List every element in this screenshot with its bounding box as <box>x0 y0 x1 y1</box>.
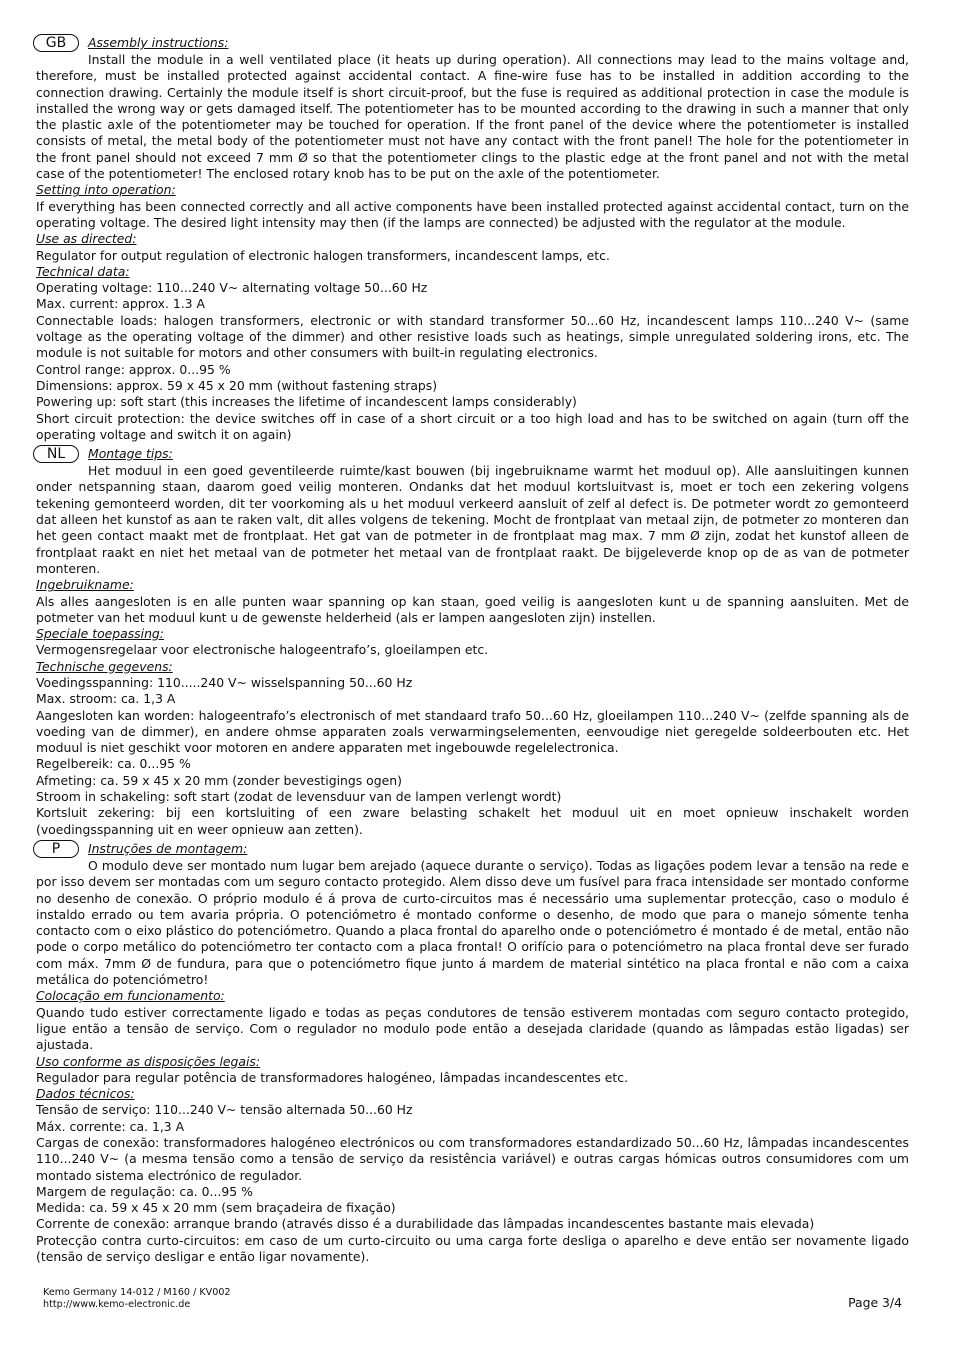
tech-line: Max. stroom: ca. 1,3 A <box>36 691 176 707</box>
subheading-operation: Colocação em funcionamento: <box>36 988 225 1004</box>
tech-line: Protecção contra curto-circuitos: em caso de um curto-circuito ou uma carga forte desliga o aparelho e deve então ser novamente ligado (tensão de serviço desligar e então ligar novamente). <box>36 1232 909 1265</box>
tech-line: Máx. corrente: ca. 1,3 A <box>36 1118 185 1134</box>
page-number: Page 3/4 <box>848 1295 902 1310</box>
use-paragraph: Regulator for output regulation of electronic halogen transformers, incandescent lamps, etc. <box>36 247 610 263</box>
tech-line: Tensão de serviço: 110...240 V~ tensão alternada 50...60 Hz <box>36 1102 413 1118</box>
tech-line: Max. current: approx. 1.3 A <box>36 296 205 312</box>
subheading-technical-data: Technical data: <box>36 263 130 279</box>
section-nl <box>36 445 909 838</box>
subheading-operation: Setting into operation: <box>36 182 176 198</box>
language-badge-gb: GB <box>33 34 79 52</box>
tech-line: Margem de regulação: ca. 0...95 % <box>36 1183 253 1199</box>
section-header <box>36 445 909 463</box>
tech-line: Aangesloten kan worden: halogeentrafo’s electronisch of met standaard trafo 50...60 Hz, gloeilampen 110...240 V~ (zelfde spanning als de voeding van de dimmer), en andere ohmse apparaten zoals verwarmingselementen, eenvoudige niet geregelde soldeerbouten etc. Het moduul is niet geschikt voor motoren en andere apparaten met ingebouwde regelelectronica. <box>36 707 909 756</box>
tech-line: Afmeting: ca. 59 x 45 x 20 mm (zonder bevestigings ogen) <box>36 772 402 788</box>
subheading-operation: Ingebruikname: <box>36 577 134 593</box>
tech-line: Powering up: soft start (this increases the lifetime of incandescent lamps considerably) <box>36 394 577 410</box>
tech-line: Connectable loads: halogen transformers, electronic or with standard transformer 50...60 Hz, incandescent lamps 110...240 V~ (same voltage as the operating voltage of the dimmer) and other resistive loads such as heatings, simple unregulated soldering irons, etc. The module is not suitable for motors and other consumers with built-in regulating electronics. <box>36 312 909 361</box>
subheading-use: Speciale toepassing: <box>36 626 164 642</box>
subheading-use: Uso conforme as disposições legais: <box>36 1053 261 1069</box>
tech-line: Dimensions: approx. 59 x 45 x 20 mm (without fastening straps) <box>36 377 438 393</box>
section-title: Instruções de montagem: <box>88 840 248 856</box>
tech-line: Kortsluit zekering: bij een kortsluiting of een zware belasting schakelt het moduul uit en moet opnieuw inschakelt worden (voedingsspanning uit en weer opnieuw aan zetten). <box>36 805 909 837</box>
tech-line: Stroom in schakeling: soft start (zodat de levensduur van de lampen verlengt wordt) <box>36 789 562 805</box>
section-header <box>36 840 909 858</box>
document-page <box>36 34 909 1265</box>
operation-paragraph: If everything has been connected correctly and all active components have been installed protected against accidental contact, turn on the operating voltage. The desired light intensity may then (if the lamps are connected) be adjusted with the regulator at the module. <box>36 198 909 230</box>
tech-line: Corrente de conexão: arranque brando (através disso é a durabilidade das lâmpadas incandescentes bastante mais elevada) <box>36 1216 815 1232</box>
tech-line: Voedingsspanning: 110.....240 V~ wisselspanning 50...60 Hz <box>36 674 413 690</box>
section-title: Montage tips: <box>88 446 173 462</box>
intro-paragraph: Install the module in a well ventilated place (it heats up during operation). All connections may lead to the mains voltage and, therefore, must be installed protected against accidental contact. A fine-wire fuse has to be installed in addition according to the connection drawing. Certainly the module itself is short circuit-proof, but the fuse is required as additional protection in case the module is installed the wrong way or gets damaged itself. The potentiometer has to be mounted according to the drawing in such a manner that only the plastic axle of the potentiometer may be touched for operation. If the front panel of the device where the potentiometer is installed consists of metal, the metal body of the potentiometer must not have any contact with the front panel! The hole for the potentiometer in the front panel should not exceed 7 mm Ø so that the potentiometer clings to the plastic edge at the front panel and not with the metal case of the potentiometer! The enclosed rotary knob has to be put on the axle of the potentiometer. <box>36 52 909 182</box>
section-title: Assembly instructions: <box>88 35 229 50</box>
intro-paragraph: Het moduul in een goed geventileerde ruimte/kast bouwen (bij ingebruikname warmt het moduul op). Alle aansluitingen kunnen onder netspanning staan, daarom goed veilig monteren. Ondanks dat het moduul kortsluitvast is, moet er toch een zekering volgens tekening gemonteerd worden, dit ter voorkoming als u het moduul verkeerd aansluit of zelf al defect is. De potmeter wordt zo gemonteerd dat alleen het kunstof as aan te raken valt, dit alles volgens de tekening. Mocht de frontplaat van metaal zijn, de potmeter zo monteren dan het geen contact maakt met de frontplaat. Het gat van de potmeter in de frontplaat mag max. 7 mm Ø zijn, zodat het kunstof alleen de frontplaat raakt en niet het metaal van de potmeter het metaal van de frontplaat raakt. De bijgeleverde knop op de as van de potmeter monteren. <box>36 463 909 576</box>
tech-line: Control range: approx. 0...95 % <box>36 361 231 377</box>
footer-company: Kemo Germany 14-012 / M160 / KV002 <box>43 1287 231 1298</box>
section-p <box>36 840 909 1265</box>
subheading-use: Use as directed: <box>36 231 137 247</box>
footer-url[interactable]: http://www.kemo-electronic.de <box>43 1299 191 1310</box>
language-badge-nl: NL <box>33 445 79 463</box>
subheading-technical-data: Dados técnicos: <box>36 1086 135 1102</box>
use-paragraph: Regulador para regular potência de transformadores halogéneo, lâmpadas incandescentes etc. <box>36 1069 629 1085</box>
operation-paragraph: Quando tudo estiver correctamente ligado e todas as peças condutores de tensão estiverem montadas com seguro contacto protegido, ligue então a tensão de serviço. Com o regulador no modulo pode então a desejada claridade (quando as lâmpadas estão ligadas) ser ajustada. <box>36 1004 909 1053</box>
footer-info <box>43 1287 231 1311</box>
tech-line: Cargas de conexão: transformadores halogéneo electrónicos ou com transformadores estandardizado 50...60 Hz, lâmpadas incandescentes 110...240 V~ (a mesma tensão como a tensão de serviço da resistência variável) e outras cargas hómicas outros consumidores com um montado sistema electrónico de regulador. <box>36 1135 909 1183</box>
intro-paragraph: O modulo deve ser montado num lugar bem arejado (aquece durante o serviço). Todas as ligações podem levar a tensão na rede e por isso devem ser montadas com um seguro contacto protegido. Alem disso deve um fusível para fraca intensidade ser montado conforme no desenho de conexão. O próprio modulo é á prova de curto-circuitos mas é necessário uma suplementar protecção, caso o modulo é instaldo errado ou tem avaria própria. O potenciómetro é montado conforme o desenho, de modo que para o manejo sómente tenha contacto com o eixo plástico do potenciómetro. Quando a placa frontal do aparelho onde o potenciómetro é montado é de metal, então não pode o corpo metálico do potenciómetro ter contacto com a placa frontal! O orifício para o potenciómetro na placa frontal deve ser furado com máx. 7mm Ø de fundura, para que o potenciómetro fique junto á mardem de material sintético na placa frontal e não com a caixa metálica do potenciómetro! <box>36 857 909 988</box>
tech-line: Operating voltage: 110...240 V~ alternating voltage 50...60 Hz <box>36 280 428 296</box>
subheading-technical-data: Technische gegevens: <box>36 658 173 674</box>
tech-line: Regelbereik: ca. 0...95 % <box>36 756 191 772</box>
section-gb <box>36 34 909 443</box>
tech-line: Short circuit protection: the device switches off in case of a short circuit or a too high load and has to be switched on again (turn off the operating voltage and switch it on again) <box>36 410 909 442</box>
tech-line: Medida: ca. 59 x 45 x 20 mm (sem braçadeira de fixação) <box>36 1200 396 1216</box>
section-header <box>36 34 909 52</box>
language-badge-p: P <box>33 840 79 858</box>
operation-paragraph: Als alles aangesloten is en alle punten waar spanning op kan staan, goed veilig is aangesloten kunt u de spanning aansluiten. Met de potmeter van het moduul kunt u de gewenste helderheid (als er lampen aangesloten zijn) instellen. <box>36 593 909 625</box>
use-paragraph: Vermogensregelaar voor electronische halogeentrafo’s, gloeilampen etc. <box>36 642 489 658</box>
